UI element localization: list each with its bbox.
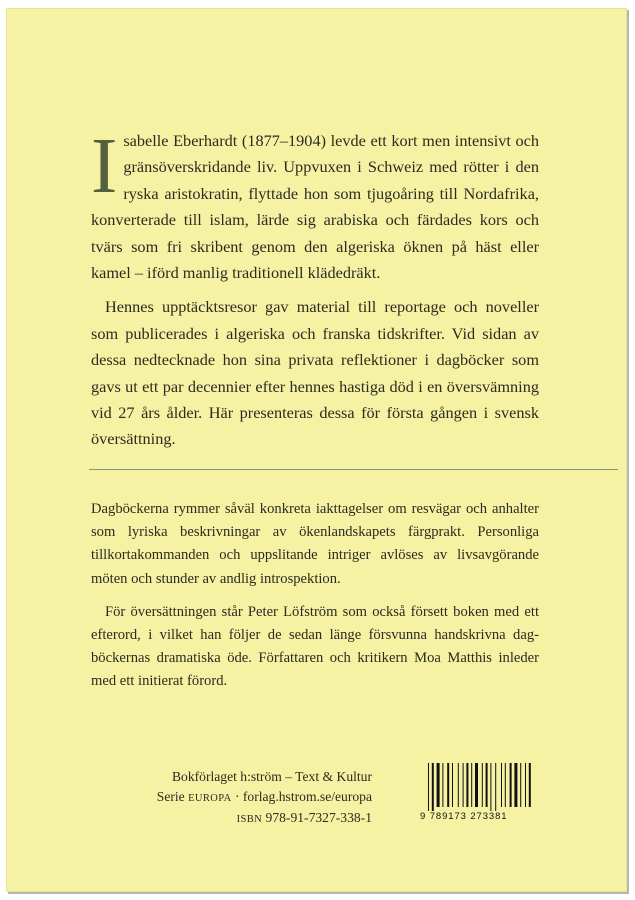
barcode-bar [463,763,464,807]
barcode-bar [525,763,526,807]
series-line [112,787,372,809]
publisher-imprint [112,767,372,830]
barcode-bar [428,763,429,811]
barcode-bar [437,763,440,807]
publisher-line: Bokförlaget h:ström – Text & Kultur [171,769,372,784]
series-url: · forlag.hstrom.se/europa [234,788,372,804]
barcode-bar [442,763,443,807]
blurb-paragraph-4: För översättningen står Peter Löfström som också försett boken med ett efterord, i vilket han följer de sedan länge försvunna handskrivna dagböckernas dramatiska öde. Författaren och kritikern Moa Matthis inleder med ett initierat förord. [91,603,539,690]
isbn-line [112,808,372,830]
barcode-bar [505,763,506,807]
barcode-bar [466,763,468,807]
blurb-lower [91,498,539,694]
isbn-value: 978-91-7327-338-1 [265,810,372,825]
barcode-bar [432,763,434,811]
blurb-paragraph-2: Hennes upptäcktsresor gav material till reportage och noveller som publicerades i algeriska och franska tidskrifter. Vid sidan av dessa nedtecknade hon sina privata reflektioner i dagböcker som gavs ut ett par decennier efter hennes hastiga död i en översvämning vid 27 års ålder. Här presenteras dessa för första gången i svensk översättning. [91,297,539,449]
blurb-paragraph-1 [91,123,539,286]
barcode-bar [529,763,531,807]
barcode-bar [490,763,491,811]
barcode-bar [495,763,496,811]
drop-cap: I [91,123,118,210]
isbn-label: ISBN [236,814,263,825]
barcode-bar [471,763,472,807]
isbn-barcode [420,763,538,823]
barcode-bar [482,763,483,807]
barcode-bar [501,763,502,807]
barcode-digits: 9 789173 273381 [420,811,508,822]
barcode-bars [420,763,538,811]
barcode-bar [486,763,488,807]
blurb-paragraph-1-text: sabelle Eberhardt (1877–1904) levde ett kort men intensivt och gränsöverskridande liv. Uppvuxen i Schweiz med rötter i den ryska aristokratin, flyttade hon som tjugoåring till Nordafrika, konverterade till islam, lärde sig arabiska och färdades kors och tvärs som fri skribent genom den algeriska öknen på häst eller kamel – iförd manlig traditionell klädedräkt. [91,131,539,283]
barcode-bar [447,763,449,807]
blurb-paragraph-3: Dagböckerna rymmer såväl konkreta iakttagelser om resvägar och anhalter som lyriska beskrivningar av ökenlandskapets färgprakt. Personliga tillkortakommanden och uppslitande intriger avlöses av livsavgörande möten och stunder av andlig introspektion. [91,501,539,587]
barcode-bar [520,763,521,807]
barcode-bar [510,763,512,807]
barcode-bar [475,763,478,807]
blurb-upper [91,123,539,453]
series-name: EUROPA [188,792,232,804]
barcode-bar [514,763,517,807]
barcode-bar [458,763,459,807]
divider-rule [89,469,618,470]
barcode-bar [452,763,453,807]
series-prefix: Serie [156,788,185,804]
